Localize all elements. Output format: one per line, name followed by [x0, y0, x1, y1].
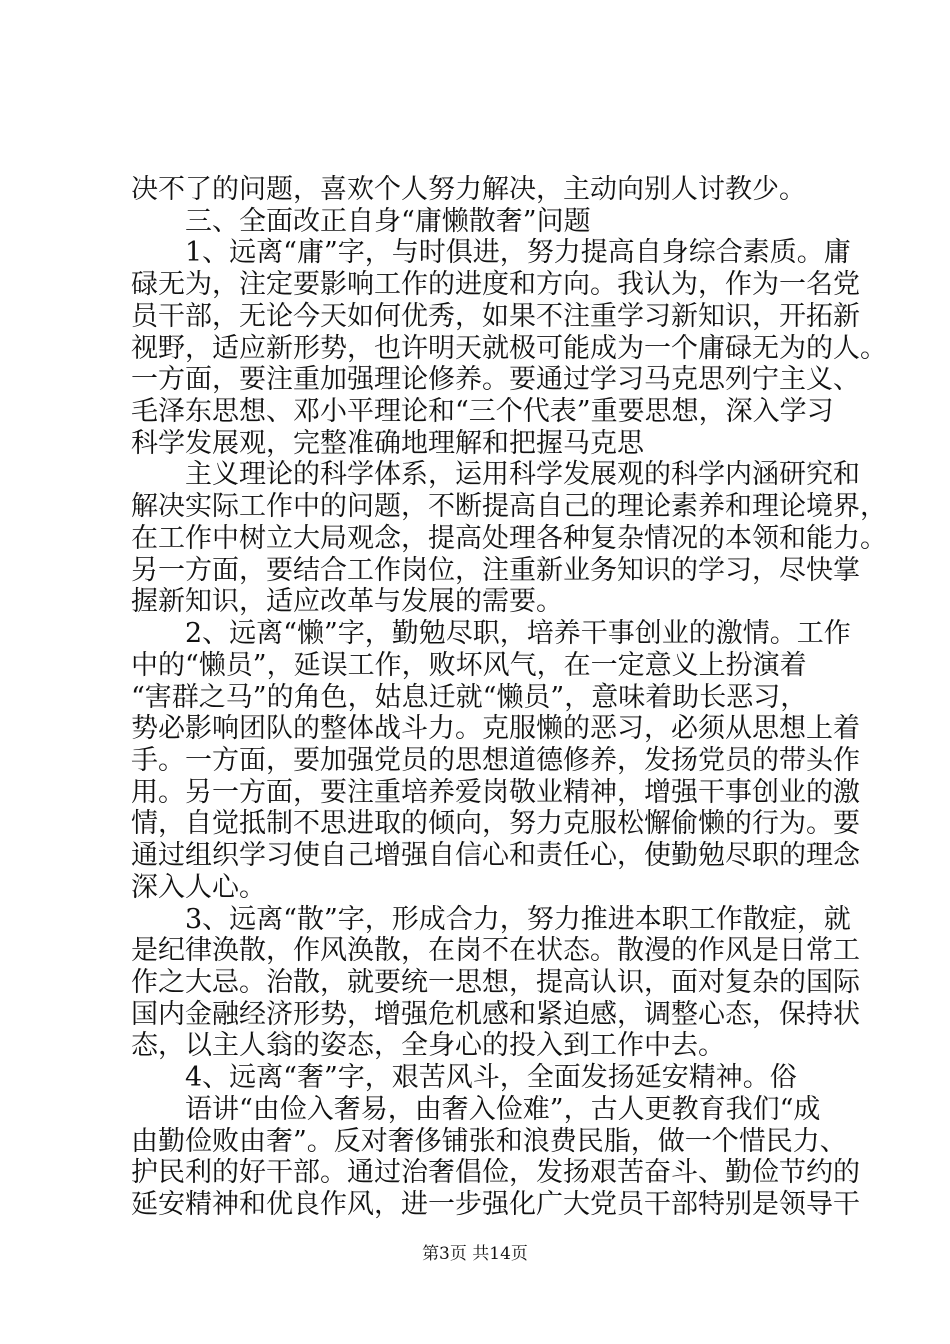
text-line: 通过组织学习使自己增强自信心和责任心，使勤勉尽职的理念	[131, 840, 860, 871]
section-heading: 三、全面改正自身“庸懒散奢”问题	[131, 206, 591, 237]
page-footer	[0, 1243, 950, 1265]
text-line: 延安精神和优良作风，进一步强化广大党员干部特别是领导干	[131, 1189, 860, 1220]
text-line: 决不了的问题，喜欢个人努力解决，主动向别人讨教少。	[131, 174, 806, 205]
text-line: 用。另一方面，要注重培养爱岗敬业精神，增强干事创业的激	[131, 777, 860, 808]
text-line: 1、远离“庸”字，与时俱进，努力提高自身综合素质。庸	[131, 237, 851, 268]
text-line: 中的“懒员”，延误工作，败坏风气，在一定意义上扮演着	[131, 650, 807, 681]
text-line: 2、远离“懒”字，勤勉尽职，培养干事创业的激情。工作	[131, 618, 851, 649]
page-number: 第3页 共14页	[422, 1244, 528, 1264]
text-line: 势必影响团队的整体战斗力。克服懒的恶习，必须从思想上着	[131, 713, 860, 744]
text-line: 视野，适应新形势，也许明天就极可能成为一个庸碌无为的人。	[131, 333, 887, 364]
text-line: 是纪律涣散，作风涣散，在岗不在状态。散漫的作风是日常工	[131, 935, 860, 966]
text-line: 态，以主人翁的姿态，全身心的投入到工作中去。	[131, 1030, 725, 1061]
text-line: 手。一方面，要加强党员的思想道德修养，发扬党员的带头作	[131, 745, 860, 776]
text-line: 科学发展观，完整准确地理解和把握马克思	[131, 428, 644, 459]
text-line: 由勤俭败由奢”。反对奢侈铺张和浪费民脂，做一个惜民力、	[131, 1126, 847, 1157]
text-line: 护民利的好干部。通过治奢倡俭，发扬艰苦奋斗、勤俭节约的	[131, 1157, 860, 1188]
text-line: 语讲“由俭入奢易，由奢入俭难”，古人更教育我们“成	[131, 1094, 821, 1125]
text-line: 在工作中树立大局观念，提高处理各种复杂情况的本领和能力。	[131, 523, 887, 554]
text-line: “害群之马”的角色，姑息迁就“懒员”，意味着助长恶习，	[131, 682, 808, 713]
text-line: 作之大忌。治散，就要统一思想，提高认识，面对复杂的国际	[131, 967, 860, 998]
text-line: 情，自觉抵制不思进取的倾向，努力克服松懈偷懒的行为。要	[131, 808, 860, 839]
text-line: 4、远离“奢”字，艰苦风斗，全面发扬延安精神。俗	[131, 1062, 797, 1093]
text-line: 国内金融经济形势，增强危机感和紧迫感，调整心态，保持状	[131, 999, 860, 1030]
text-line: 碌无为，注定要影响工作的进度和方向。我认为，作为一名党	[131, 269, 860, 300]
text-line: 主义理论的科学体系，运用科学发展观的科学内涵研究和	[131, 459, 860, 490]
text-line: 解决实际工作中的问题，不断提高自己的理论素养和理论境界，	[131, 491, 887, 522]
text-line: 3、远离“散”字，形成合力，努力推进本职工作散症，就	[131, 904, 851, 935]
text-line: 毛泽东思想、邓小平理论和“三个代表”重要思想，深入学习	[131, 396, 834, 427]
text-line: 深入人心。	[131, 872, 266, 903]
text-line: 握新知识，适应改革与发展的需要。	[131, 586, 563, 617]
text-line: 另一方面，要结合工作岗位，注重新业务知识的学习，尽快掌	[131, 555, 860, 586]
text-line: 员干部，无论今天如何优秀，如果不注重学习新知识，开拓新	[131, 301, 860, 332]
text-line: 一方面，要注重加强理论修养。要通过学习马克思列宁主义、	[131, 364, 860, 395]
